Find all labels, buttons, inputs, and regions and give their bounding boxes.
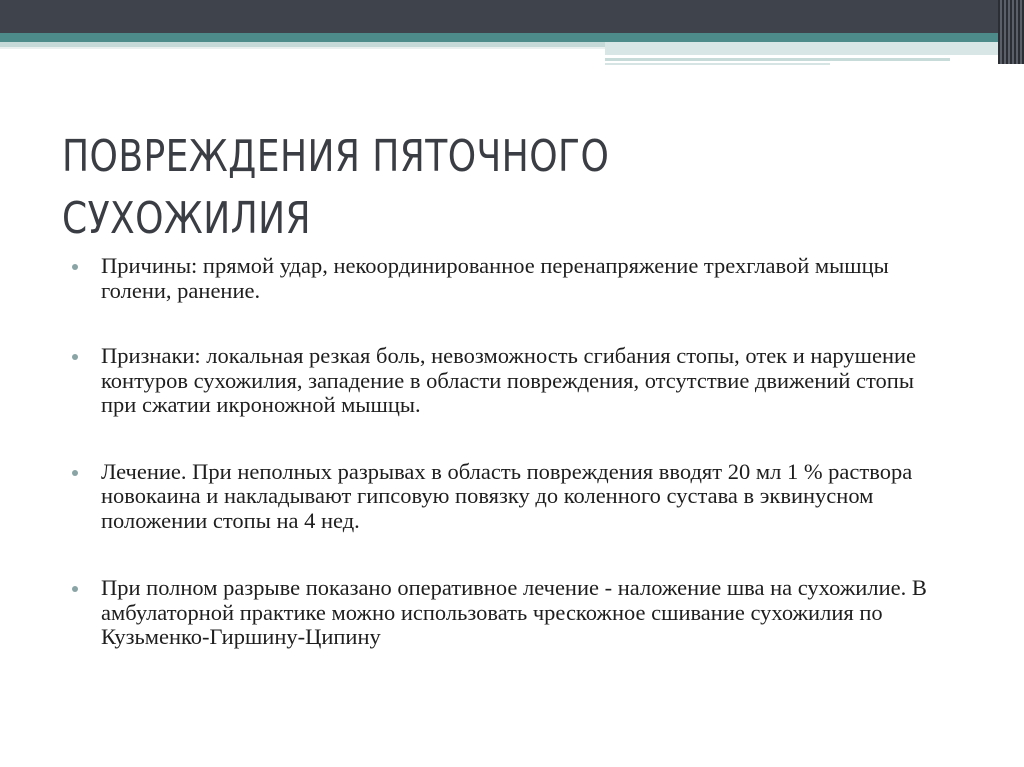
bullet-item-signs — [72, 344, 932, 418]
header-teal-band — [0, 33, 1024, 42]
bullet-item-surgery — [72, 576, 932, 650]
header-stripes — [998, 0, 1024, 64]
slide-title-line-2: СУХОЖИЛИЯ — [62, 193, 312, 244]
bullet-text-surgery: При полном разрыве показано оперативное лечение - наложение шва на сухожилие. В амбулаторной практике можно использовать чрескожное сшивание сухожилия по Кузьменко-Гиршину-Ципину — [101, 575, 927, 649]
header-right-block — [605, 42, 1024, 55]
bullet-dot-icon — [72, 470, 78, 476]
slide-title-line-1: ПОВРЕЖДЕНИЯ ПЯТОЧНОГО — [62, 131, 610, 182]
bullet-text-causes: Причины: прямой удар, некоординированное перенапряжение трехглавой мышцы голени, ранение. — [101, 253, 889, 303]
header-shadow-line — [0, 47, 605, 49]
bullet-text-treatment: Лечение. При неполных разрывах в область повреждения вводят 20 мл 1 % раствора новокаина и накладывают гипсовую повязку до коленного сустава в эквинусном положении стопы на 4 нед. — [101, 458, 913, 533]
header-dark-band — [0, 0, 1024, 33]
bullet-list — [72, 254, 932, 691]
bullet-dot-icon — [72, 354, 78, 360]
slide-title — [62, 126, 800, 250]
bullet-text-signs: Признаки: локальная резкая боль, невозможность сгибания стопы, отек и нарушение контуров сухожилия, западение в области повреждения, отсутствие движений стопы при сжатии икроножной мышцы. — [101, 343, 917, 417]
header-right-line-2 — [605, 63, 830, 65]
bullet-dot-icon — [72, 586, 78, 592]
bullet-dot-icon — [72, 264, 78, 270]
bullet-item-causes — [72, 254, 932, 303]
bullet-item-treatment — [72, 460, 932, 534]
header-right-line — [605, 58, 950, 61]
